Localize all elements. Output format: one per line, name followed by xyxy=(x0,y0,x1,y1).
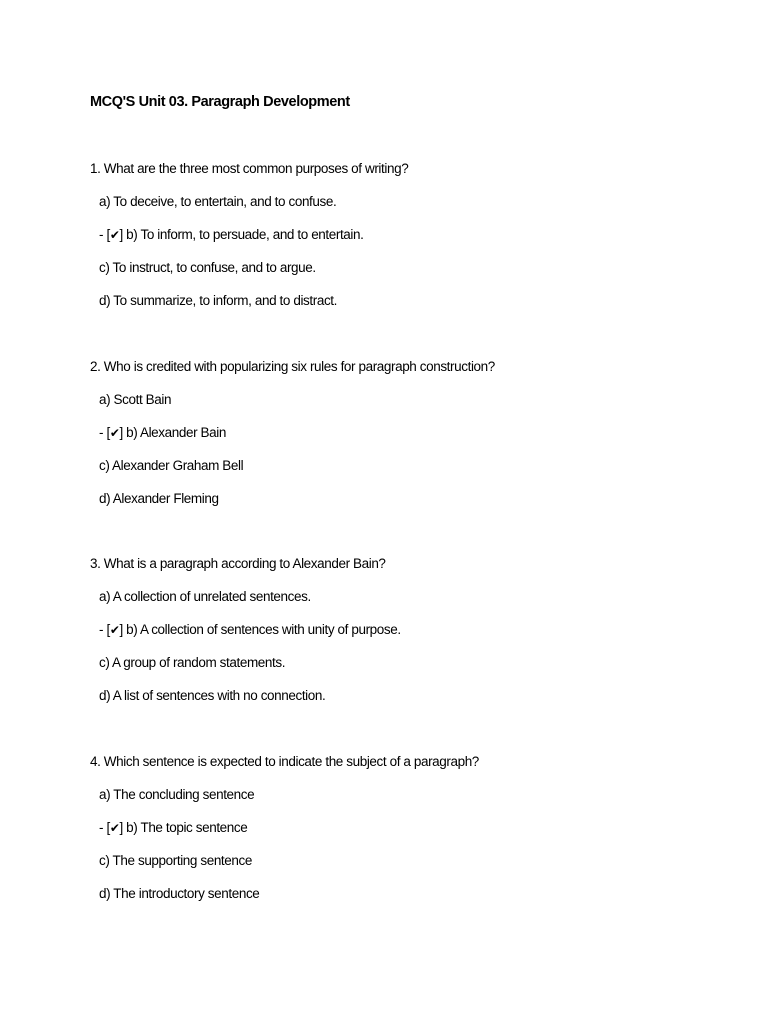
answer-marker-open: - [ xyxy=(99,622,110,637)
option-c xyxy=(90,652,710,674)
question-4 xyxy=(90,751,710,905)
option-text: d) The introductory sentence xyxy=(99,886,260,901)
option-b-correct xyxy=(90,619,710,641)
option-c xyxy=(90,257,710,279)
option-text: c) A group of random statements. xyxy=(99,655,286,670)
option-text: c) Alexander Graham Bell xyxy=(99,458,244,473)
option-d xyxy=(90,685,710,707)
option-b-correct xyxy=(90,224,710,246)
option-a xyxy=(90,389,710,411)
option-list xyxy=(90,191,710,312)
option-c xyxy=(90,850,710,872)
option-text: b) Alexander Bain xyxy=(126,425,226,440)
answer-marker-close: ] xyxy=(119,820,127,835)
option-d xyxy=(90,883,710,905)
option-text: c) To instruct, to confuse, and to argue. xyxy=(99,260,316,275)
option-text: c) The supporting sentence xyxy=(99,853,252,868)
answer-marker-close: ] xyxy=(119,227,127,242)
option-text: b) The topic sentence xyxy=(126,820,248,835)
option-text: b) A collection of sentences with unity of purpose. xyxy=(126,622,401,637)
question-text: 3. What is a paragraph according to Alexander Bain? xyxy=(90,556,386,571)
question-2 xyxy=(90,356,710,510)
option-text: a) The concluding sentence xyxy=(99,787,255,802)
option-a xyxy=(90,784,710,806)
answer-marker-open: - [ xyxy=(99,227,110,242)
option-list xyxy=(90,586,710,707)
option-b-correct xyxy=(90,817,710,839)
page-title: MCQ'S Unit 03. Paragraph Development xyxy=(90,94,350,110)
option-text: d) To summarize, to inform, and to distract. xyxy=(99,293,337,308)
option-a xyxy=(90,586,710,608)
option-text: a) Scott Bain xyxy=(99,392,172,407)
answer-marker-close: ] xyxy=(119,425,127,440)
question-3 xyxy=(90,553,710,707)
option-text: b) To inform, to persuade, and to entertain. xyxy=(126,227,364,242)
question-text: 1. What are the three most common purposes of writing? xyxy=(90,161,409,176)
question-1 xyxy=(90,158,710,312)
option-d xyxy=(90,488,710,510)
option-list xyxy=(90,784,710,905)
option-text: a) To deceive, to entertain, and to confuse. xyxy=(99,194,337,209)
checkmark-icon: ✔ xyxy=(109,821,120,835)
answer-marker-open: - [ xyxy=(99,425,110,440)
option-text: d) A list of sentences with no connection. xyxy=(99,688,326,703)
checkmark-icon: ✔ xyxy=(109,228,120,242)
option-a xyxy=(90,191,710,213)
answer-marker-close: ] xyxy=(119,622,127,637)
answer-marker-open: - [ xyxy=(99,820,110,835)
checkmark-icon: ✔ xyxy=(109,623,120,637)
option-text: a) A collection of unrelated sentences. xyxy=(99,589,311,604)
option-text: d) Alexander Fleming xyxy=(99,491,219,506)
checkmark-icon: ✔ xyxy=(109,426,120,440)
question-text: 2. Who is credited with popularizing six rules for paragraph construction? xyxy=(90,359,495,374)
option-d xyxy=(90,290,710,312)
option-b-correct xyxy=(90,422,710,444)
option-c xyxy=(90,455,710,477)
question-text: 4. Which sentence is expected to indicate the subject of a paragraph? xyxy=(90,754,479,769)
option-list xyxy=(90,389,710,510)
